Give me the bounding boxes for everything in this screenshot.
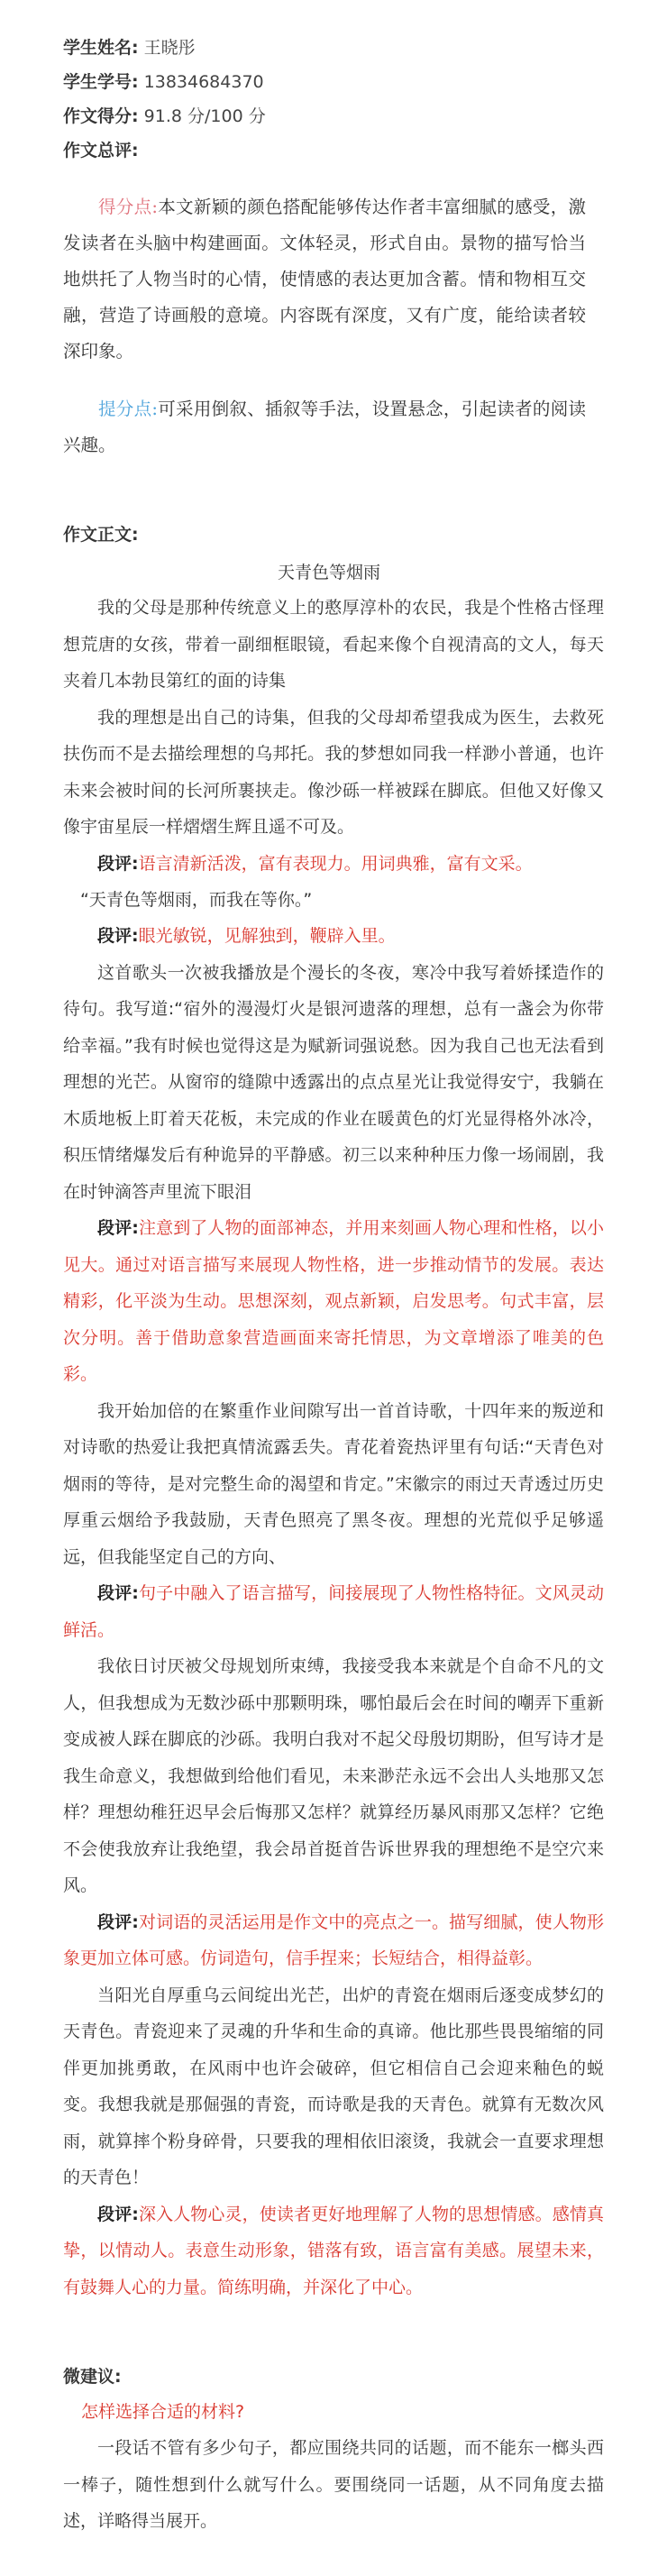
strengths-block [0, 189, 658, 370]
student-name-row [0, 31, 658, 65]
strengths-text: 本文新颖的颜色搭配能够传达作者丰富细腻的感受，激发读者在头脑中构建画面。文体轻灵，形式自由。景物的描写恰当地烘托了人物当时的心情，使情感的表达更加含蓄。情和物相互交融，营造了诗画般的意境。内容既有深度，又有广度，能给读者较深印象。 [63, 197, 586, 362]
suggestion-body: 一段话不管有多少句子，都应围绕共同的话题，而不能东一榔头西一棒子，随性想到什么就写什么。要围绕同一话题，从不同角度去描述，详略得当展开。 [63, 2438, 604, 2531]
comment-tag: 段评: [97, 1583, 139, 1603]
improve-block [0, 391, 658, 463]
song-quote: “天青色等烟雨，而我在等你。” [80, 890, 313, 910]
comment-text: 句子中融入了语言描写，间接展现了人物性格特征。文风灵动鲜活。 [63, 1583, 604, 1640]
comment-tag: 段评: [97, 2204, 139, 2224]
paragraph-comment [0, 1904, 658, 1977]
paragraph-comment [0, 1575, 658, 1648]
essay-paragraph: 我的父母是那种传统意义上的憨厚淳朴的农民，我是个性格古怪理想荒唐的女孩，带着一副细框眼镜，看起来像个自视清高的文人，每天夹着几本勃艮第红的面的诗集 [63, 598, 604, 691]
score-row [0, 99, 658, 133]
suggestion-question: 怎样选择合适的材料? [81, 2402, 245, 2422]
essay-title: 天青色等烟雨 [277, 563, 380, 582]
comment-tag: 段评: [97, 1218, 139, 1238]
comment-text: 对词语的灵活运用是作文中的亮点之一。描写细腻，使人物形象更加立体可感。仿词造句，信手捏来；长短结合，相得益彰。 [63, 1911, 604, 1968]
paragraph-comment [0, 2196, 658, 2306]
student-id-row [0, 65, 658, 99]
student-id: 13834684370 [143, 72, 264, 92]
essay-paragraph: 这首歌头一次被我播放是个漫长的冬夜，寒冷中我写着娇揉造作的待句。我写道:“宿外的漫漫灯火是银河遗落的理想，总有一盏会为你带给幸福。”我有时候也觉得这是为赋新词强说愁。因为我自己也无法看到理想的光芒。从窗帘的缝隙中透露出的点点星光让我觉得安宁，我躺在木质地板上盯着天花板，未完成的作业在暖黄色的灯光显得格外冰冷，积压情绪爆发后有种诡异的平静感。初三以来种种压力像一场闹剧，我在时钟滴答声里流下眼泪 [63, 962, 604, 1202]
comment-tag: 段评: [97, 926, 139, 946]
paragraph-comment [0, 918, 658, 955]
student-id-label: 学生学号: [63, 72, 139, 92]
improve-text: 可采用倒叙、插叙等手法，设置悬念，引起读者的阅读兴趣。 [63, 399, 586, 455]
review-heading: 作文总评: [63, 141, 139, 160]
essay-heading: 作文正文: [63, 525, 139, 545]
suggestion-heading: 微建议: [63, 2367, 122, 2387]
student-name: 王晓彤 [143, 38, 196, 58]
student-name-label: 学生姓名: [63, 38, 139, 58]
comment-text: 深入人物心灵，使读者更好地理解了人物的思想情感。感情真挚，以情动人。表意生动形象，错落有致，语言富有美感。展望未来，有鼓舞人心的力量。简练明确，并深化了中心。 [63, 2204, 604, 2297]
paragraph-comment [0, 1210, 658, 1393]
comment-text: 语言清新活泼，富有表现力。用词典雅，富有文采。 [138, 853, 533, 874]
essay-paragraph: 当阳光自厚重乌云间绽出光芒，出炉的青瓷在烟雨后逐变成梦幻的天青色。青瓷迎来了灵魂的升华和生命的真谛。他比那些畏畏缩缩的同伴更加挑勇敢，在风雨中也许会破碎，但它相信自己会迎来釉色的蜕变。我想我就是那倔强的青瓷，而诗歌是我的天青色。就算有无数次风雨，就算摔个粉身碎骨，只要我的理相依旧滚烫，我就会一直要求理想的天青色！ [63, 1985, 604, 2187]
comment-text: 眼光敏锐，见解独到，鞭辟入里。 [138, 926, 396, 946]
essay-paragraph: 我依日讨厌被父母规划所束缚，我接受我本来就是个自命不凡的文人，但我想成为无数沙砾中那颗明珠，哪怕最后会在时间的嘲弄下重新变成被人踩在脚底的沙砾。我明白我对不起父母殷切期盼，但写诗才是我生命意义，我想做到给他们看见，未来渺茫永远不会出人头地那又怎样？理想幼稚狂迟早会后悔那又怎样？就算经历暴风雨那又怎样？它绝不会使我放弃让我绝望，我会昂首挺首告诉世界我的理想绝不是空穴来风。 [63, 1656, 604, 1895]
score-value: 91.8 分/100 分 [143, 106, 266, 126]
strengths-tag: 得分点: [98, 197, 158, 217]
essay-paragraph: 我开始加倍的在繁重作业间隙写出一首首诗歌，十四年来的叛逆和对诗歌的热爱让我把真情流露丢失。青花着瓷热评里有句话:“天青色对烟雨的等待，是对完整生命的渴望和肯定。”宋徽宗的雨过天青透过历史厚重云烟给予我鼓励，天青色照亮了黑冬夜。理想的光荒似乎足够遥远，但我能坚定自己的方向、 [63, 1400, 604, 1567]
essay-paragraph: 我的理想是出自己的诗集，但我的父母却希望我成为医生，去救死扶伤而不是去描绘理想的乌邦托。我的梦想如同我一样渺小普通，也许未来会被时间的长河所裹挟走。像沙砾一样被踩在脚底。但他又好像又像宇宙星辰一样熠熠生辉且遥不可及。 [63, 707, 604, 837]
essay-report [0, 31, 658, 2576]
comment-tag: 段评: [97, 853, 139, 874]
paragraph-comment [0, 846, 658, 883]
comment-tag: 段评: [97, 1911, 139, 1932]
comment-text: 注意到了人物的面部神态，并用来刻画人物心理和性格，以小见大。通过对语言描写来展现人物性格，进一步推动情节的发展。表达精彩，化平淡为生动。思想深刻，观点新颖，启发思考。句式丰富，层次分明。善于借助意象营造画面来寄托情思，为文章增添了唯美的色彩。 [63, 1218, 604, 1384]
improve-tag: 提分点: [98, 399, 158, 419]
score-label: 作文得分: [63, 106, 139, 126]
